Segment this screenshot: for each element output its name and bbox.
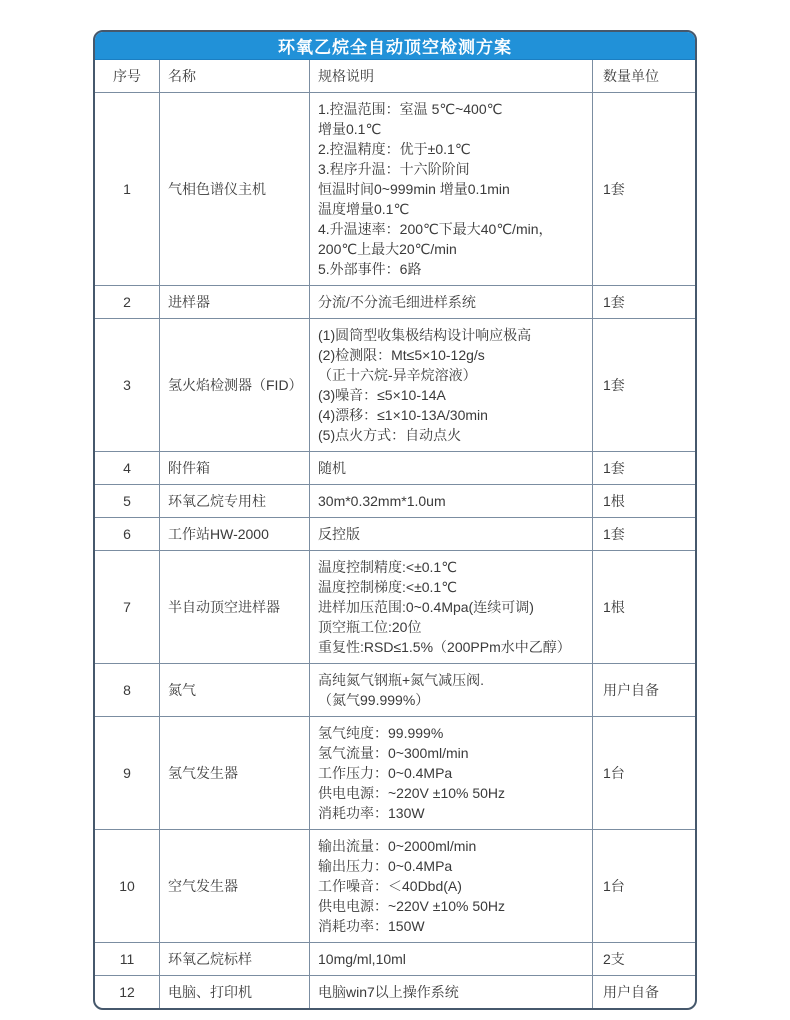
item-qty: 1台 [592, 717, 695, 829]
header-cell-spec: 规格说明 [309, 60, 592, 92]
spec-line: 3.程序升温：十六阶阶间 [318, 161, 470, 177]
header-row [95, 60, 695, 92]
spec-line: 重复性:RSD≤1.5%（200PPm水中乙醇） [318, 639, 571, 655]
item-name: 氢气发生器 [159, 717, 309, 829]
item-name: 电脑、打印机 [159, 976, 309, 1008]
item-name: 工作站HW-2000 [159, 518, 309, 550]
item-name: 氢火焰检测器（FID） [159, 319, 309, 451]
row-number: 4 [123, 460, 131, 476]
item-spec [309, 286, 592, 318]
spec-line: 4.升温速率：200℃下最大40℃/min， [318, 221, 553, 237]
item-qty: 1套 [592, 286, 695, 318]
row-number: 7 [123, 599, 131, 615]
item-spec-lines [318, 458, 346, 478]
row-number: 11 [119, 951, 135, 967]
item-spec [309, 485, 592, 517]
spec-line: 增量0.1℃ [318, 121, 382, 137]
spec-line: 氢气纯度：99.999% [318, 725, 444, 741]
item-qty: 1套 [592, 93, 695, 285]
spec-line: 10mg/ml,10ml [318, 951, 406, 967]
row-number: 10 [119, 878, 135, 894]
spec-line: (5)点火方式：自动点火 [318, 427, 462, 443]
header-cell-no: 序号 [113, 68, 141, 84]
spec-line: 高纯氮气钢瓶+氮气减压阀. [318, 672, 485, 688]
spec-line: 工作噪音：＜40Dbd(A) [318, 878, 462, 894]
spec-line: 温度控制精度:<±0.1℃ [318, 559, 457, 575]
item-spec-lines [318, 949, 406, 969]
spec-line: 30m*0.32mm*1.0um [318, 493, 446, 509]
item-spec-lines [318, 325, 531, 445]
spec-line: （正十六烷-异辛烷溶液） [318, 367, 477, 383]
row-number: 3 [123, 377, 131, 393]
table-row [95, 484, 695, 517]
item-name: 气相色谱仪主机 [159, 93, 309, 285]
spec-line: 电脑win7以上操作系统 [318, 984, 459, 1000]
spec-line: 进样加压范围:0~0.4Mpa(连续可调) [318, 599, 534, 615]
spec-line: （氮气99.999%） [318, 692, 430, 708]
item-spec-lines [318, 723, 505, 823]
row-number: 8 [123, 682, 131, 698]
row-number: 2 [123, 294, 131, 310]
item-name: 环氧乙烷标样 [159, 943, 309, 975]
spec-line: 工作压力：0~0.4MPa [318, 765, 453, 781]
item-spec-lines [318, 982, 459, 1002]
spec-line: 5.外部事件：6路 [318, 261, 422, 277]
item-spec [309, 664, 592, 716]
spec-line: 分流/不分流毛细进样系统 [318, 294, 476, 310]
table-row [95, 829, 695, 942]
item-qty: 1套 [592, 452, 695, 484]
spec-line: 供电电源：~220V ±10% 50Hz [318, 898, 506, 914]
item-name: 附件箱 [159, 452, 309, 484]
item-spec [309, 830, 592, 942]
spec-line: 消耗功率：150W [318, 918, 425, 934]
item-spec [309, 551, 592, 663]
spec-line: (3)噪音：≤5×10-14A [318, 387, 446, 403]
item-qty: 2支 [592, 943, 695, 975]
spec-line: (2)检测限：Mt≤5×10-12g/s [318, 347, 485, 363]
spec-line: 供电电源：~220V ±10% 50Hz [318, 785, 506, 801]
table-title: 环氧乙烷全自动顶空检测方案 [95, 32, 695, 60]
spec-line: 氢气流量：0~300ml/min [318, 745, 469, 761]
item-qty: 用户自备 [592, 976, 695, 1008]
spec-line: 温度增量0.1℃ [318, 201, 410, 217]
item-qty: 1根 [592, 551, 695, 663]
table-row [95, 550, 695, 663]
item-spec [309, 518, 592, 550]
spec-line: 反控版 [318, 526, 360, 542]
item-name: 空气发生器 [159, 830, 309, 942]
row-number: 1 [123, 181, 131, 197]
item-name: 半自动顶空进样器 [159, 551, 309, 663]
spec-line: 随机 [318, 460, 346, 476]
spec-line: (4)漂移：≤1×10-13A/30min [318, 407, 488, 423]
item-spec-lines [318, 524, 360, 544]
table-row [95, 285, 695, 318]
row-number: 12 [119, 984, 135, 1000]
spec-table-panel [93, 30, 697, 1010]
table-row [95, 716, 695, 829]
spec-table-body [95, 92, 695, 1008]
item-qty: 1根 [592, 485, 695, 517]
item-name: 进样器 [159, 286, 309, 318]
item-spec [309, 452, 592, 484]
item-qty: 用户自备 [592, 664, 695, 716]
item-name: 环氧乙烷专用柱 [159, 485, 309, 517]
spec-line: 消耗功率：130W [318, 805, 425, 821]
spec-line: 输出压力：0~0.4MPa [318, 858, 453, 874]
table-row [95, 92, 695, 285]
table-row [95, 318, 695, 451]
spec-line: 顶空瓶工位:20位 [318, 619, 422, 635]
item-spec-lines [318, 836, 505, 936]
spec-line: 1.控温范围：室温 5℃~400℃ [318, 101, 503, 117]
item-spec-lines [318, 99, 553, 279]
spec-line: 温度控制梯度:<±0.1℃ [318, 579, 457, 595]
header-cell-name: 名称 [159, 60, 309, 92]
table-row [95, 517, 695, 550]
spec-line: 恒温时间0~999min 增量0.1min [318, 181, 510, 197]
item-spec [309, 93, 592, 285]
header-cell-qty: 数量单位 [592, 60, 695, 92]
table-row [95, 663, 695, 716]
item-spec [309, 319, 592, 451]
row-number: 5 [123, 493, 131, 509]
item-spec [309, 943, 592, 975]
spec-line: (1)圆筒型收集极结构设计响应极高 [318, 327, 532, 343]
item-spec-lines [318, 670, 484, 710]
table-row [95, 975, 695, 1008]
row-number: 6 [123, 526, 131, 542]
table-row [95, 451, 695, 484]
item-spec-lines [318, 557, 571, 657]
item-spec-lines [318, 292, 476, 312]
spec-line: 输出流量：0~2000ml/min [318, 838, 477, 854]
item-qty: 1套 [592, 518, 695, 550]
table-row [95, 942, 695, 975]
item-spec [309, 717, 592, 829]
spec-line: 200℃上最大20℃/min [318, 241, 457, 257]
item-spec-lines [318, 491, 446, 511]
row-number: 9 [123, 765, 131, 781]
spec-line: 2.控温精度：优于±0.1℃ [318, 141, 471, 157]
item-qty: 1台 [592, 830, 695, 942]
item-name: 氮气 [159, 664, 309, 716]
item-spec [309, 976, 592, 1008]
item-qty: 1套 [592, 319, 695, 451]
spec-table [95, 60, 695, 1008]
